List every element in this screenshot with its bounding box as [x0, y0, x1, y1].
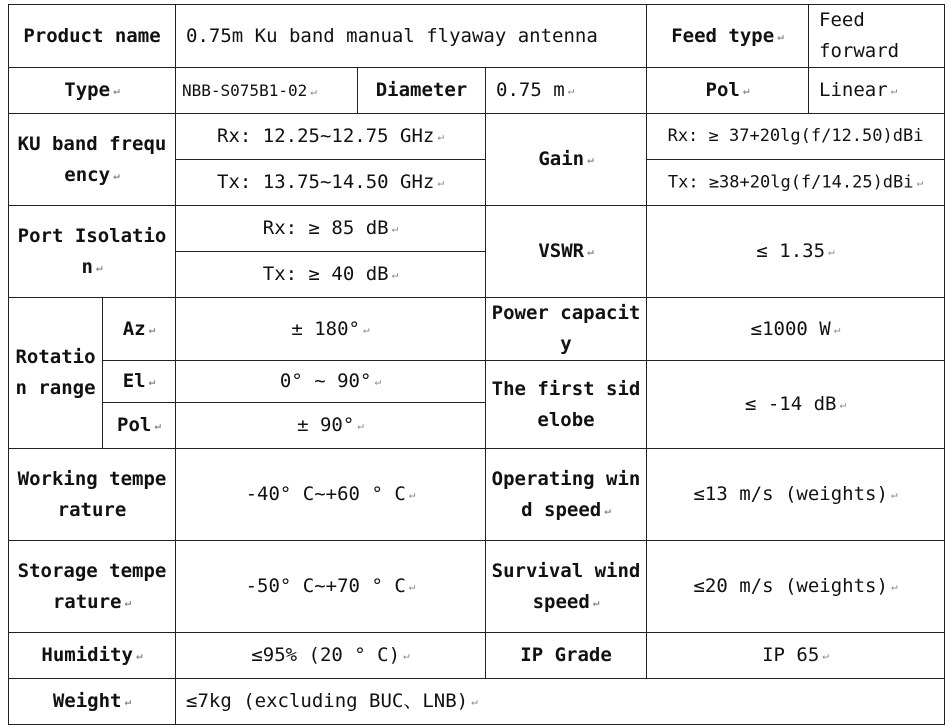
power-capacity-label: Power capacity: [486, 298, 647, 361]
rot-pol-value: ± 90° ↵: [176, 403, 486, 449]
row-iso-rx: [9, 206, 945, 252]
row-storage-temp: [9, 541, 945, 633]
ip-grade-value: IP 65 ↵: [647, 633, 945, 679]
type-label: Type ↵: [9, 68, 176, 114]
storage-temp-value: -50° C~+70 ° C ↵: [176, 541, 486, 633]
weight-value: ≤7kg (excluding BUC、LNB) ↵: [176, 679, 945, 725]
ku-tx-value: Tx: 13.75~14.50 GHz ↵: [176, 160, 486, 206]
op-wind-value: ≤13 m/s (weights) ↵: [647, 449, 945, 541]
az-label: Az ↵: [103, 298, 176, 361]
gain-label: Gain ↵: [486, 114, 647, 206]
power-capacity-value: ≤1000 W ↵: [647, 298, 945, 361]
iso-rx-value: Rx: ≥ 85 dB ↵: [176, 206, 486, 252]
survival-wind-label: Survival wind speed ↵: [486, 541, 647, 633]
ku-band-label: KU band frequency ↵: [9, 114, 176, 206]
diameter-value: 0.75 m ↵: [486, 68, 647, 114]
humidity-value: ≤95% (20 ° C) ↵: [176, 633, 486, 679]
spec-table: [8, 4, 945, 725]
gain-tx-value: Tx: ≥38+20lg(f/14.25)dBi ↵: [647, 160, 945, 206]
row-product-name: [9, 5, 945, 68]
rot-pol-label: Pol ↵: [103, 403, 176, 449]
feed-type-value: Feed forward: [809, 5, 945, 68]
ip-grade-label: IP Grade: [486, 633, 647, 679]
storage-temp-label: Storage temperature ↵: [9, 541, 176, 633]
product-name-value: 0.75m Ku band manual flyaway antenna: [176, 5, 647, 68]
first-sidelobe-label: The first sidelobe: [486, 361, 647, 449]
row-humidity: [9, 633, 945, 679]
diameter-label: Diameter: [358, 68, 486, 114]
row-az: [9, 298, 945, 361]
first-sidelobe-value: ≤ -14 dB ↵: [647, 361, 945, 449]
iso-tx-value: Tx: ≥ 40 dB ↵: [176, 252, 486, 298]
ku-rx-value: Rx: 12.25~12.75 GHz ↵: [176, 114, 486, 160]
el-label: El ↵: [103, 361, 176, 403]
feed-type-label: Feed type ↵: [647, 5, 809, 68]
weight-label: Weight ↵: [9, 679, 176, 725]
type-value: NBB-S075B1-02 ↵: [176, 68, 358, 114]
row-working-temp: [9, 449, 945, 541]
working-temp-label: Working temperature: [9, 449, 176, 541]
pol-value: Linear ↵: [809, 68, 945, 114]
az-value: ± 180° ↵: [176, 298, 486, 361]
rotation-range-label: Rotation range: [9, 298, 103, 449]
port-isolation-label: Port Isolation ↵: [9, 206, 176, 298]
gain-rx-value: Rx: ≥ 37+20lg(f/12.50)dBi: [647, 114, 945, 160]
row-ku-rx: [9, 114, 945, 160]
el-value: 0° ~ 90° ↵: [176, 361, 486, 403]
vswr-value: ≤ 1.35 ↵: [647, 206, 945, 298]
survival-wind-value: ≤20 m/s (weights) ↵: [647, 541, 945, 633]
vswr-label: VSWR ↵: [486, 206, 647, 298]
row-weight: [9, 679, 945, 725]
humidity-label: Humidity ↵: [9, 633, 176, 679]
op-wind-label: Operating wind speed ↵: [486, 449, 647, 541]
row-type: [9, 68, 945, 114]
row-el: [9, 361, 945, 403]
working-temp-value: -40° C~+60 ° C ↵: [176, 449, 486, 541]
product-name-label: Product name: [9, 5, 176, 68]
pol-label: Pol ↵: [647, 68, 809, 114]
